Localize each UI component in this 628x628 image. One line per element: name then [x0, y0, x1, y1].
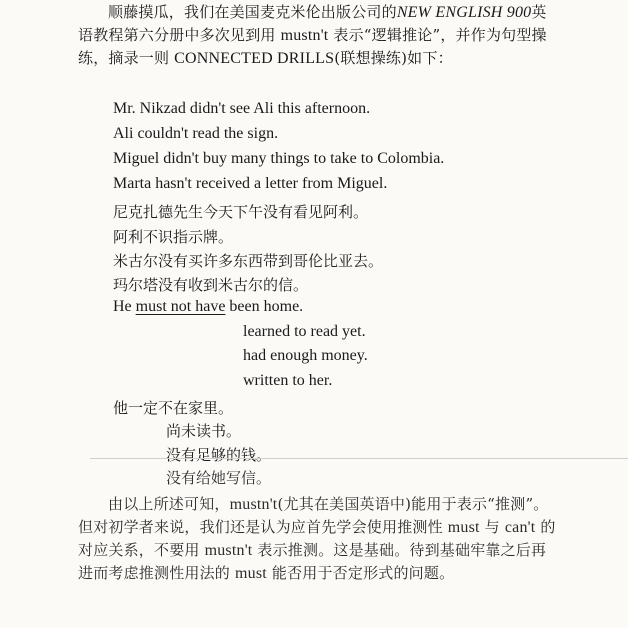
pattern-zh-4: 没有给她写信。 [166, 469, 272, 487]
intro-text-2: 英语教程第六分册中多次见到用 [78, 3, 547, 44]
pattern-zh-3: 没有足够的钱。 [166, 446, 272, 464]
sentence-zh-2: 阿利不识指示牌。 [113, 228, 234, 246]
conclusion-paragraph [78, 493, 558, 585]
pattern-zh-2: 尚未读书。 [166, 422, 242, 440]
mustnt-term-2: mustn't [229, 496, 278, 513]
pattern-completion-2: learned to read yet. [243, 323, 366, 340]
must-term: must [447, 519, 480, 536]
conclusion-text-5: 表示推测。这是基础。待到基础牢靠之后再进而考虑推测性用法的 [78, 541, 547, 582]
sentence-zh-4: 玛尔塔没有收到米古尔的信。 [113, 276, 309, 294]
book-title: NEW ENGLISH 900 [396, 4, 532, 21]
intro-text-4: (联想操练)如下： [334, 49, 453, 67]
sentence-en-3: Miguel didn't buy many things to take to Colombia. [113, 150, 445, 167]
pattern-zh-1: 他一定不在家里。 [113, 399, 234, 417]
cant-term: can't [504, 519, 536, 536]
conclusion-text-2: (尤其在美国英语中)能用于表示“推测”。但对初学者来说，我们还是认为应首先学会使用推测性 [78, 495, 549, 536]
conclusion-text-1: 由以上所述可知， [108, 495, 230, 513]
pattern-modal-underlined: must not have [135, 298, 226, 315]
mustnt-term-3: mustn't [204, 542, 253, 559]
mustnt-term: mustn't [280, 27, 329, 44]
pattern-completion-3: had enough money. [243, 347, 368, 364]
pattern-completion-4: written to her. [243, 372, 333, 389]
pattern-subject: He [113, 298, 132, 315]
page-fold-line [90, 458, 628, 459]
must-term-2: must [234, 565, 267, 582]
sentence-en-2: Ali couldn't read the sign. [113, 125, 279, 142]
intro-text-1: 顺藤摸瓜，我们在美国麦克米伦出版公司的 [108, 3, 397, 21]
drills-name: CONNECTED DRILLS [174, 50, 335, 67]
conclusion-text-4: 的对应关系，不要用 [78, 518, 556, 559]
sentence-en-1: Mr. Nikzad didn't see Ali this afternoon. [113, 100, 371, 117]
conclusion-text-3: 与 [484, 518, 500, 536]
pattern-first-completion: been home. [229, 298, 304, 315]
sentence-zh-1: 尼克扎德先生今天下午没有看见阿利。 [113, 203, 369, 221]
intro-paragraph [78, 1, 548, 70]
pattern-line-1 [113, 298, 303, 316]
sentence-en-4: Marta hasn't received a letter from Miguel. [113, 175, 388, 192]
conclusion-text-6: 能否用于否定形式的问题。 [271, 564, 455, 582]
intro-text-3: 表示“逻辑推论”，并作为句型操练，摘录一则 [78, 26, 547, 67]
sentence-zh-3: 米古尔没有买许多东西带到哥伦比亚去。 [113, 252, 384, 270]
